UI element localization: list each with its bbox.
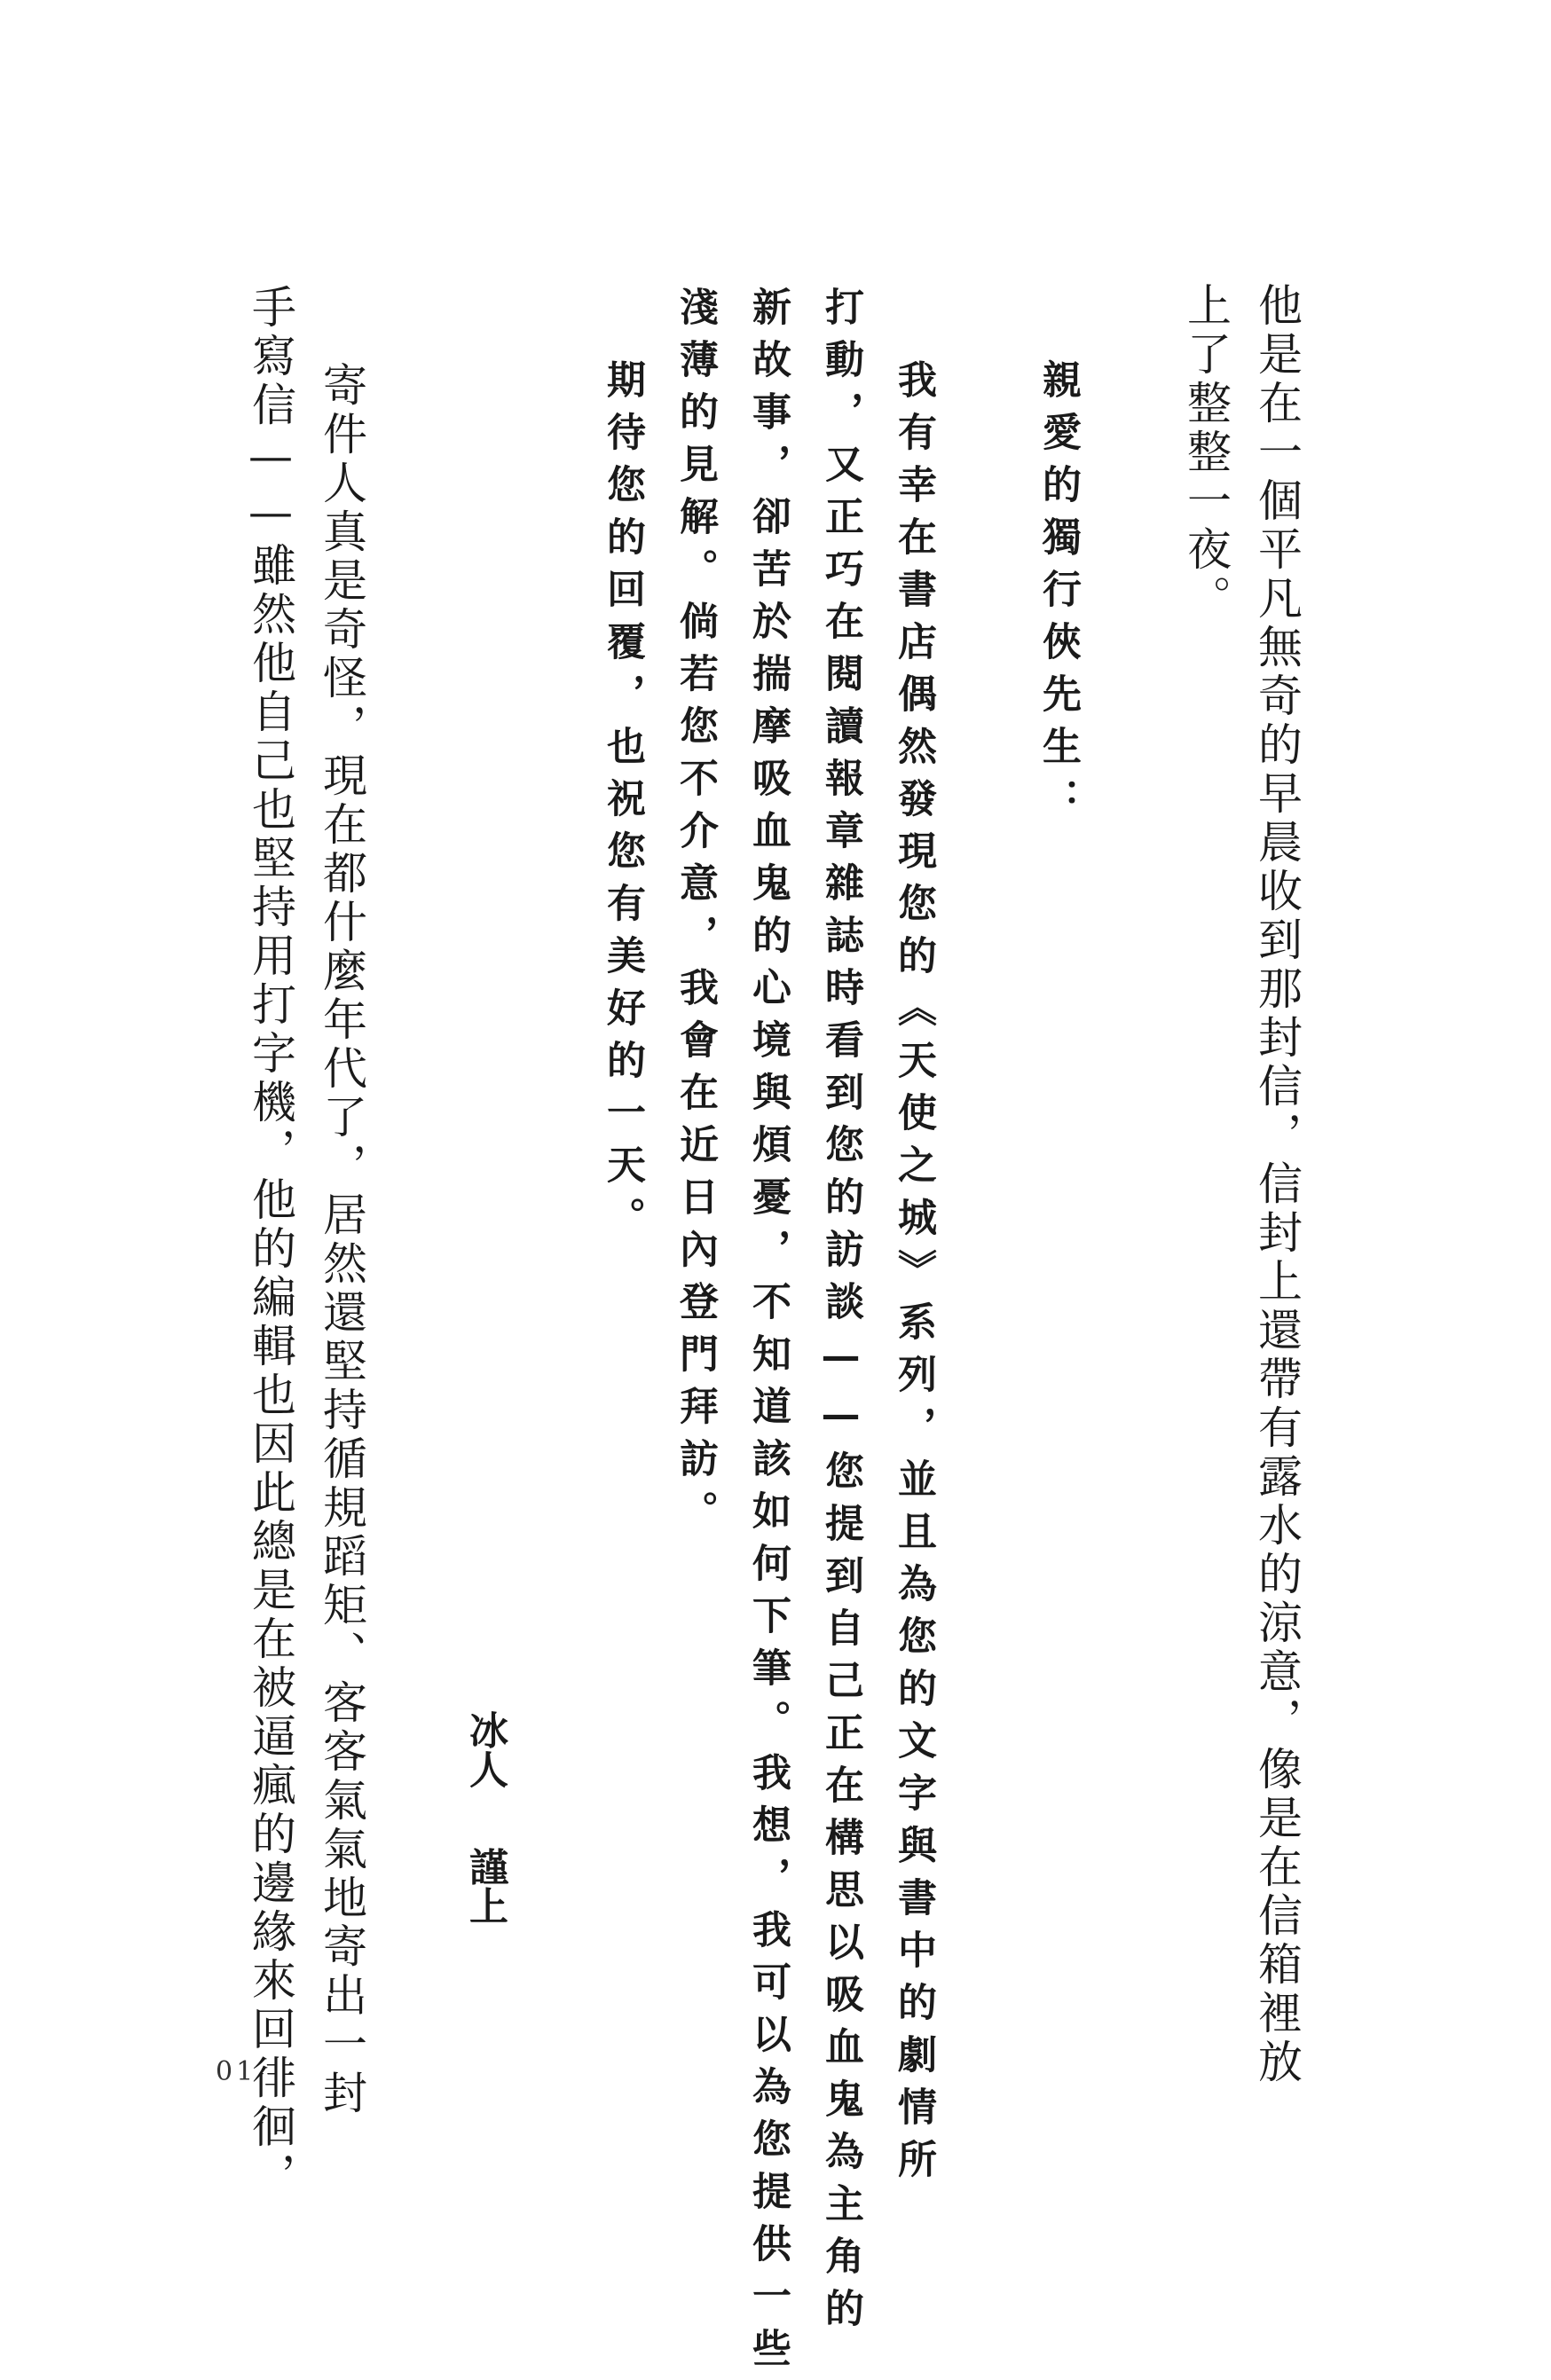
page-number: 01 <box>216 2056 257 2087</box>
letter-body-line-4: 淺薄的見解。倘若您不介意，我會在近日內登門拜訪。 <box>673 287 718 1543</box>
letter-body-line-1: 我有幸在書店偶然發現您的《天使之城》系列，並且為您的文字與書中的劇情所 <box>891 359 936 2191</box>
letter-body-line-3: 新故事，卻苦於揣摩吸血鬼的心境與煩憂，不知道該如何下筆。我想，我可以為您提供一些 <box>745 287 791 2380</box>
letter-signature-name: 冰人 <box>462 1710 508 1788</box>
narrative-line-4: 手寫信——雖然他自己也堅持用打字機，他的編輯也因此總是在被逼瘋的邊緣來回徘徊， <box>245 284 296 2201</box>
narrative-line-1: 他是在一個平凡無奇的早晨收到那封信，信封上還帶有露水的涼意，像是在信箱裡放 <box>1251 282 1303 2087</box>
narrative-line-3: 寄件人真是奇怪，現在都什麼年代了，居然還堅持循規蹈矩、客客氣氣地寄出一封 <box>316 362 367 2118</box>
letter-body-line-2: 打動，又正巧在閱讀報章雜誌時看到您的訪談——您提到自己正在構思以吸血鬼為主角的 <box>818 287 863 2340</box>
letter-body-line-5: 期待您的回覆，也祝您有美好的一天。 <box>600 359 645 1249</box>
letter-salutation: 親愛的獨行俠先生： <box>1035 359 1081 830</box>
narrative-line-2: 上了整整一夜。 <box>1180 282 1232 624</box>
letter-signature-closing: 謹上 <box>462 1847 508 1925</box>
